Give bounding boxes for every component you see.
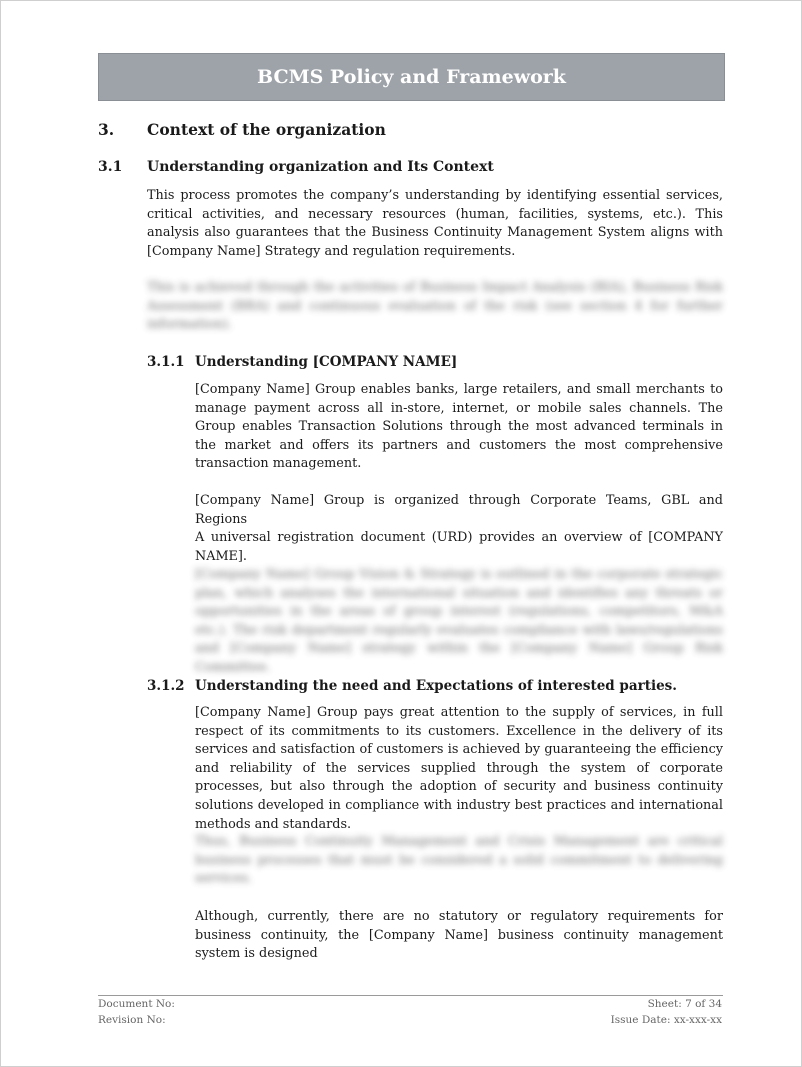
section-3-1-1-heading (147, 354, 457, 370)
section-3-1-2-paragraph-2: Although, currently, there are no statutory or regulatory requirements for business continuity, the [Company Name] business continuity management system is designed (195, 909, 723, 962)
section-3-1-1-paragraph-2: [Company Name] Group is organized through Corporate Teams, GBL and Regions (195, 493, 723, 527)
document-title: BCMS Policy and Framework (257, 66, 566, 88)
section-number: 3. (98, 120, 115, 139)
issue-date: Issue Date: xx-xxx-xx (610, 1014, 722, 1026)
section-title: Understanding [COMPANY NAME] (195, 354, 458, 370)
section-3-1-1-paragraph-1: [Company Name] Group enables banks, large retailers, and small merchants to manage payment across all in-store, internet, or mobile sales channels. The Group enables Transaction Solutions through the most advanced terminals in the market and offers its partners and customers the most comprehensive transaction management. (195, 382, 723, 472)
section-number: 3.1.1 (147, 354, 185, 370)
document-title-banner (98, 53, 725, 101)
section-number: 3.1 (98, 159, 123, 175)
section-3-1-2-paragraph-1: [Company Name] Group pays great attention to the supply of services, in full respect of its commitments to its customers. Excellence in the delivery of its services and satisfaction of customers is achieved by guaranteeing the efficiency and reliability of the services supplied through the system of corporate processes, but also through the adoption of security and business continuity solutions developed in compliance with industry best practices and international methods and standards. (195, 705, 723, 832)
section-3-heading (98, 120, 386, 139)
section-title: Understanding the need and Expectations of interested parties. (195, 678, 677, 694)
section-3-1-heading (98, 159, 494, 175)
document-number-label: Document No: (98, 998, 175, 1010)
blurred-paragraph: [Company Name] Group Vision & Strategy is outlined in the corporate strategic plan, which analyses the international situation and identifies any threats or opportunities in the areas of group interest (regulations, competitors, M&A etc.). The risk department regularly evaluates compliance with laws/regulations and [Company Name] strategy within the [Company Name] Group Risk Committee. (195, 567, 723, 675)
blurred-paragraph: This is achieved through the activities of Business Impact Analysis (BIA), Business Risk Assessment (BRA) and continuous evaluation of the risk (see section 4 for further information). (147, 280, 723, 333)
blurred-paragraph: Thus, Business Continuity Management and Crisis Management are critical business processes that must be considered a solid commitment to delivering services. (195, 834, 723, 887)
section-3-1-1-paragraph-3: A universal registration document (URD) provides an overview of [COMPANY NAME]. (195, 530, 723, 564)
section-number: 3.1.2 (147, 678, 185, 694)
section-title: Context of the organization (147, 120, 386, 139)
footer-divider (98, 995, 723, 996)
section-3-1-paragraph: This process promotes the company’s understanding by identifying essential services, critical activities, and necessary resources (human, facilities, systems, etc.). This analysis also guarantees that the Business Continuity Management System aligns with [Company Name] Strategy and regulation requirements. (147, 188, 723, 259)
sheet-number: Sheet: 7 of 34 (647, 998, 722, 1010)
revision-number-label: Revision No: (98, 1014, 166, 1026)
section-title: Understanding organization and Its Context (147, 159, 494, 175)
section-3-1-2-heading (147, 678, 677, 694)
